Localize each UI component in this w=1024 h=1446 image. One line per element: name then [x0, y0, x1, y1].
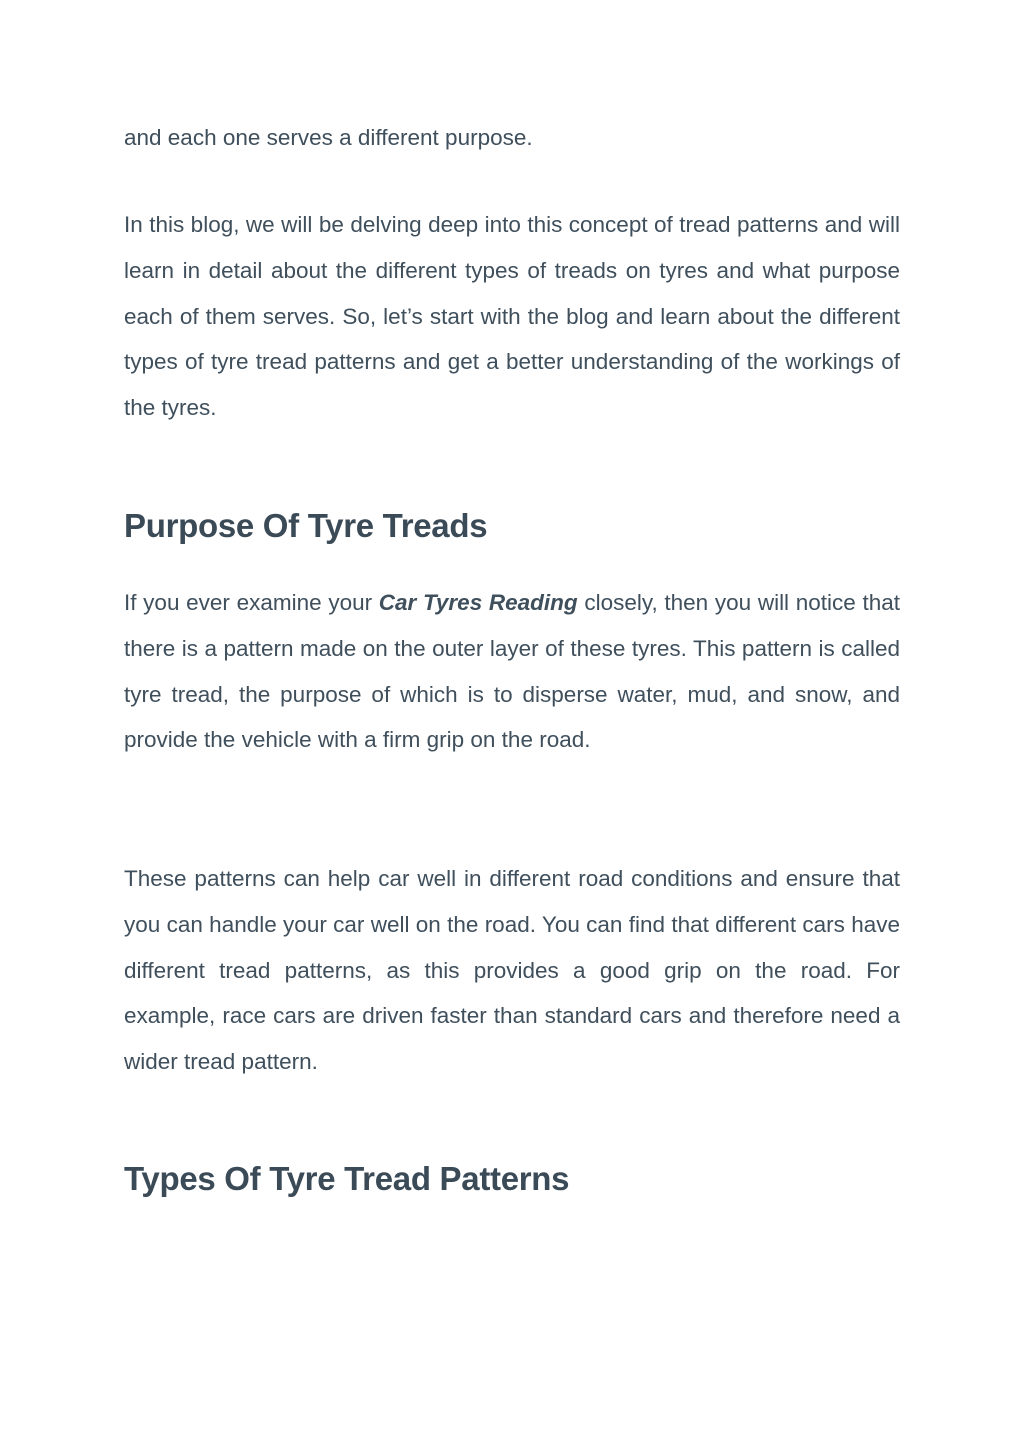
types-heading: Types Of Tyre Tread Patterns [124, 1160, 570, 1197]
purpose-p1-after: closely, then you will notice that there is a pattern made on the outer layer of these tyres. This pattern is called tyre tread, the purpose of which is to disperse water, mud, and snow, and provide the vehicle with a firm grip on the road. [124, 590, 900, 753]
car-tyres-reading-link[interactable]: Car Tyres Reading [378, 590, 578, 615]
purpose-paragraph-2: These patterns can help car well in different road conditions and ensure that you can handle your car well on the road. You can find that different cars have different tread patterns, as this provides a good grip on the road. For example, race cars are driven faster than standard cars and therefore need a wider tread pattern. [124, 866, 900, 1075]
purpose-heading: Purpose Of Tyre Treads [124, 507, 488, 544]
purpose-paragraph-1 [124, 580, 900, 763]
purpose-p1-before: If you ever examine your [124, 590, 379, 615]
intro-paragraph: In this blog, we will be delving deep into this concept of tread patterns and will learn in detail about the different types of treads on tyres and what purpose each of them serves. So, let’s start with the blog and learn about the different types of tyre tread patterns and get a better understanding of the workings of the tyres. [124, 212, 900, 421]
intro-tail-paragraph: and each one serves a different purpose. [124, 125, 533, 150]
